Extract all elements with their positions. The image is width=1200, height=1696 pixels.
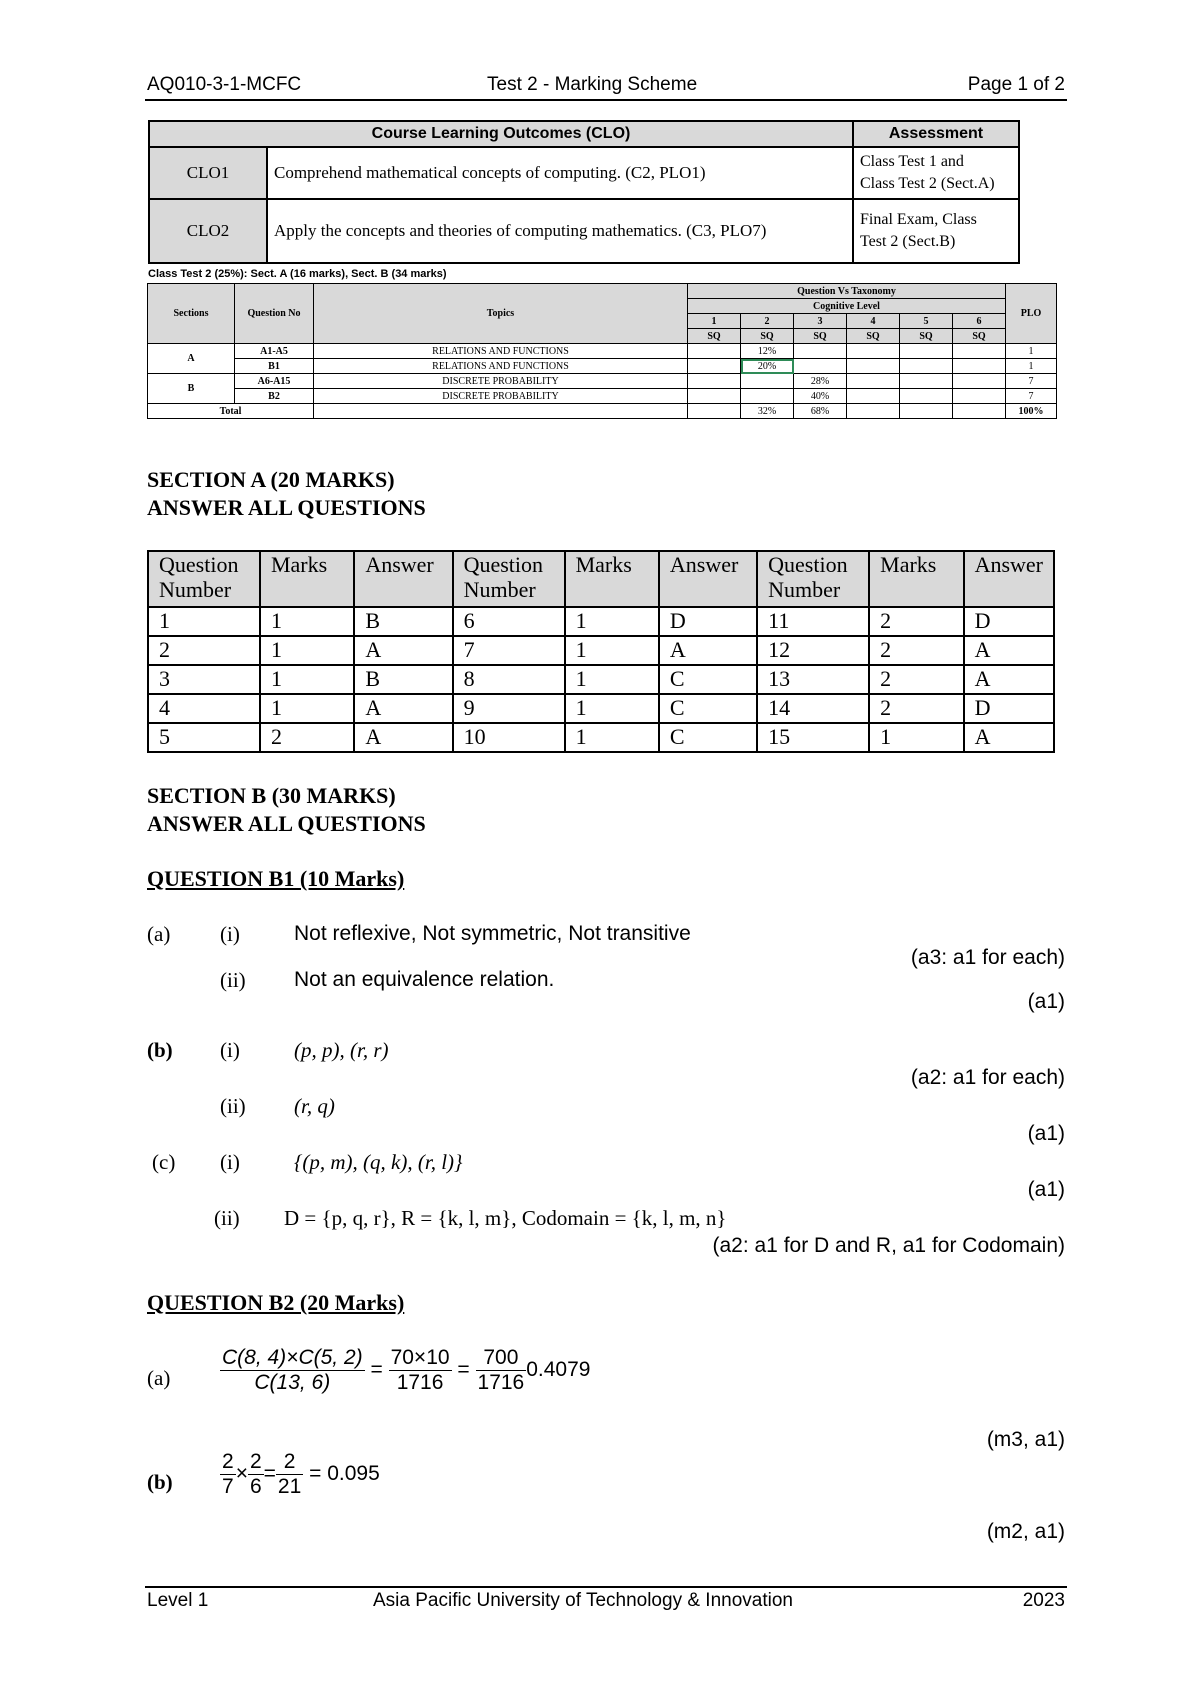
answer-cell: A xyxy=(354,723,452,752)
answer-cell: C xyxy=(659,665,757,694)
level-head: 1 xyxy=(688,314,741,329)
table-row xyxy=(148,723,1054,752)
q-cell: 1 xyxy=(148,607,260,636)
mark-cell: 2 xyxy=(869,607,963,636)
fraction: $\frac{2}{6}$ xyxy=(249,1450,262,1498)
answer-b1-c-ii: D = {p, q, r}, R = {k, l, m}, Codomain = {k, l, m, n} xyxy=(284,1206,727,1230)
topics-head: Topics xyxy=(314,284,688,344)
level-cell: 68% xyxy=(794,404,847,419)
level-label: Level 1 xyxy=(147,1590,209,1611)
mark-b2-a: (m3, a1) xyxy=(986,1428,1065,1451)
qvt-head: Question Vs Taxonomy xyxy=(688,284,1006,299)
level-head: 4 xyxy=(847,314,900,329)
taxonomy-table xyxy=(147,283,1057,419)
clo-desc: Comprehend mathematical concepts of computing. (C2, PLO1) xyxy=(267,147,853,199)
mark-cell: 1 xyxy=(260,694,354,723)
mark-b1-a-i: (a3: a1 for each) xyxy=(910,946,1065,969)
level-cell xyxy=(794,344,847,359)
mark-cell: 2 xyxy=(260,723,354,752)
assessment-head: Assessment xyxy=(853,121,1019,147)
level-head: 3 xyxy=(794,314,847,329)
q-cell: 7 xyxy=(453,636,565,665)
page-footer xyxy=(147,1590,1065,1618)
q-cell: 13 xyxy=(757,665,869,694)
answer-header: Answer xyxy=(964,551,1054,607)
mark-cell: 1 xyxy=(260,636,354,665)
section-b-title: SECTION B (30 MARKS) xyxy=(147,783,396,808)
level-cell: 32% xyxy=(741,404,794,419)
answer-b1-b-i: (p, p), (r, r) xyxy=(294,1038,389,1062)
plo-cell: 100% xyxy=(1006,404,1057,419)
mark-cell: 1 xyxy=(869,723,963,752)
level-head: 6 xyxy=(953,314,1006,329)
answer-table xyxy=(147,550,1055,753)
mark-b1-c-ii: (a2: a1 for D and R, a1 for Codomain) xyxy=(712,1234,1065,1257)
part-label: (b) xyxy=(147,1470,173,1494)
plo-cell: 1 xyxy=(1006,344,1057,359)
sq-head: SQ xyxy=(953,329,1006,344)
qno-header: Question Number xyxy=(148,551,260,607)
mark-cell: 2 xyxy=(869,636,963,665)
qno-cell: A1-A5 xyxy=(235,344,314,359)
footer-rule xyxy=(145,1586,1067,1588)
qno-header: Question Number xyxy=(757,551,869,607)
topic-cell: RELATIONS AND FUNCTIONS xyxy=(314,344,688,359)
table-row xyxy=(148,374,1057,389)
answer-b1-a-ii: Not an equivalence relation. xyxy=(294,968,555,991)
cog-head: Cognitive Level xyxy=(688,299,1006,314)
institution-name: Asia Pacific University of Technology & Innovation xyxy=(373,1590,793,1611)
table-row xyxy=(148,389,1057,404)
q-cell: 4 xyxy=(148,694,260,723)
answer-header: Answer xyxy=(354,551,452,607)
question-b2-title: QUESTION B2 (20 Marks) xyxy=(147,1290,405,1315)
page-header xyxy=(147,74,1065,102)
fraction: $\frac{2}{21}$ xyxy=(277,1450,302,1498)
answer-b1-c-i: {(p, m), (q, k), (r, l)} xyxy=(294,1150,463,1174)
b2-a-expression: $\frac{C(8, 4)\times C(5, 2)}{C(13, 6)}$ = $\frac{70\times 10}{1716}$ = $\frac{700}{1716}$ 0.4079 xyxy=(222,1346,591,1394)
marks-header: Marks xyxy=(260,551,354,607)
q-cell: 12 xyxy=(757,636,869,665)
page-number: Page 1 of 2 xyxy=(967,74,1065,95)
mark-cell: 2 xyxy=(869,665,963,694)
fraction: $\frac{700}{1716}$ xyxy=(477,1346,525,1394)
clo-desc: Apply the concepts and theories of computing mathematics. (C3, PLO7) xyxy=(267,199,853,263)
topic-cell: RELATIONS AND FUNCTIONS xyxy=(314,359,688,374)
b2-a-result: 0.4079 xyxy=(526,1358,591,1382)
answer-b1-a-i: Not reflexive, Not symmetric, Not transitive xyxy=(294,922,691,945)
sq-head: SQ xyxy=(900,329,953,344)
mark-b1-b-i: (a2: a1 for each) xyxy=(910,1066,1065,1089)
year-label: 2023 xyxy=(1022,1590,1065,1611)
section-cell: A xyxy=(148,344,235,374)
level-cell xyxy=(741,389,794,404)
fraction: $\frac{C(8, 4)\times C(5, 2)}{C(13, 6)}$ xyxy=(222,1346,363,1394)
table-row xyxy=(148,694,1054,723)
table-row xyxy=(148,607,1054,636)
taxonomy-caption: Class Test 2 (25%): Sect. A (16 marks), Sect. B (34 marks) xyxy=(148,268,447,280)
answer-cell: C xyxy=(659,723,757,752)
q-cell: 10 xyxy=(453,723,565,752)
table-row xyxy=(148,359,1057,374)
clo-head: Course Learning Outcomes (CLO) xyxy=(149,121,853,147)
mark-cell: 1 xyxy=(565,665,659,694)
clo-assessment: Class Test 1 and Class Test 2 (Sect.A) xyxy=(853,147,1019,199)
subpart-label: (ii) xyxy=(220,968,246,992)
answer-cell: D xyxy=(964,694,1054,723)
clo-code: CLO1 xyxy=(149,147,267,199)
table-row xyxy=(148,636,1054,665)
topic-cell: DISCRETE PROBABILITY xyxy=(314,389,688,404)
answer-cell: B xyxy=(354,607,452,636)
qno-cell: B2 xyxy=(235,389,314,404)
mark-cell: 1 xyxy=(565,607,659,636)
level-cell: 12% xyxy=(741,344,794,359)
subpart-label: (i) xyxy=(220,1150,240,1174)
level-head: 2 xyxy=(741,314,794,329)
q-cell: 14 xyxy=(757,694,869,723)
answer-cell: A xyxy=(659,636,757,665)
table-row xyxy=(148,665,1054,694)
plo-cell: 7 xyxy=(1006,374,1057,389)
mark-b1-a-ii: (a1) xyxy=(1027,990,1065,1013)
fraction: $\frac{2}{7}$ xyxy=(222,1450,234,1498)
fraction: $\frac{70\times 10}{1716}$ xyxy=(390,1346,450,1394)
section-cell: B xyxy=(148,374,235,404)
part-label: (a) xyxy=(147,1366,171,1390)
q-cell: 2 xyxy=(148,636,260,665)
mark-cell: 2 xyxy=(869,694,963,723)
part-label: (c) xyxy=(152,1150,176,1174)
header-rule xyxy=(145,99,1067,101)
mark-cell: 1 xyxy=(565,694,659,723)
section-a-title: SECTION A (20 MARKS) xyxy=(147,467,395,492)
clo-code: CLO2 xyxy=(149,199,267,263)
mark-b1-b-ii: (a1) xyxy=(1027,1122,1065,1145)
answer-cell: B xyxy=(354,665,452,694)
q-cell: 15 xyxy=(757,723,869,752)
q-cell: 6 xyxy=(453,607,565,636)
mark-cell: 1 xyxy=(565,636,659,665)
subpart-label: (ii) xyxy=(214,1206,240,1230)
q-cell: 3 xyxy=(148,665,260,694)
topic-cell: DISCRETE PROBABILITY xyxy=(314,374,688,389)
question-b1-title: QUESTION B1 (10 Marks) xyxy=(147,866,405,891)
answer-cell: A xyxy=(354,636,452,665)
b2-b-expression: $\frac{2}{7}$ × $\frac{2}{6}$ = $\frac{2}{21}$ = 0.095 xyxy=(222,1450,380,1498)
plo-head: PLO xyxy=(1006,284,1057,344)
section-b-subtitle: ANSWER ALL QUESTIONS xyxy=(147,811,426,836)
total-label: Total xyxy=(148,404,314,419)
level-head: 5 xyxy=(900,314,953,329)
plo-cell: 7 xyxy=(1006,389,1057,404)
answer-cell: D xyxy=(964,607,1054,636)
answer-cell: A xyxy=(964,636,1054,665)
part-label: (a) xyxy=(147,922,171,946)
sq-head: SQ xyxy=(688,329,741,344)
qno-head: Question No xyxy=(235,284,314,344)
sq-head: SQ xyxy=(794,329,847,344)
answer-b1-b-ii: (r, q) xyxy=(294,1094,335,1118)
course-code: AQ010-3-1-MCFC xyxy=(147,74,302,95)
table-row xyxy=(148,344,1057,359)
table-row xyxy=(148,404,1057,419)
sq-head: SQ xyxy=(847,329,900,344)
sq-head: SQ xyxy=(741,329,794,344)
sections-head: Sections xyxy=(148,284,235,344)
q-cell: 5 xyxy=(148,723,260,752)
section-a-subtitle: ANSWER ALL QUESTIONS xyxy=(147,495,426,520)
qno-header: Question Number xyxy=(453,551,565,607)
level-cell: 28% xyxy=(794,374,847,389)
document-title: Test 2 - Marking Scheme xyxy=(487,74,698,95)
mark-b2-b: (m2, a1) xyxy=(986,1520,1065,1543)
qno-cell: A6-A15 xyxy=(235,374,314,389)
level-cell xyxy=(794,359,847,374)
answer-cell: A xyxy=(354,694,452,723)
qno-cell: B1 xyxy=(235,359,314,374)
mark-cell: 1 xyxy=(565,723,659,752)
plo-cell: 1 xyxy=(1006,359,1057,374)
q-cell: 11 xyxy=(757,607,869,636)
mark-cell: 1 xyxy=(260,607,354,636)
mark-b1-c-i: (a1) xyxy=(1027,1178,1065,1201)
answer-cell: A xyxy=(964,665,1054,694)
answer-header: Answer xyxy=(659,551,757,607)
answer-cell: A xyxy=(964,723,1054,752)
subpart-label: (i) xyxy=(220,1038,240,1062)
marks-header: Marks xyxy=(565,551,659,607)
part-label: (b) xyxy=(147,1038,173,1062)
subpart-label: (i) xyxy=(220,922,240,946)
q-cell: 9 xyxy=(453,694,565,723)
marks-header: Marks xyxy=(869,551,963,607)
mark-cell: 1 xyxy=(260,665,354,694)
clo-table xyxy=(148,120,1020,264)
subpart-label: (ii) xyxy=(220,1094,246,1118)
answer-cell: C xyxy=(659,694,757,723)
q-cell: 8 xyxy=(453,665,565,694)
level-cell xyxy=(741,374,794,389)
answer-cell: D xyxy=(659,607,757,636)
b2-b-result: = 0.095 xyxy=(309,1462,380,1486)
level-cell: 40% xyxy=(794,389,847,404)
level-cell: 20% xyxy=(741,359,794,374)
clo-assessment: Final Exam, Class Test 2 (Sect.B) xyxy=(853,199,1019,263)
